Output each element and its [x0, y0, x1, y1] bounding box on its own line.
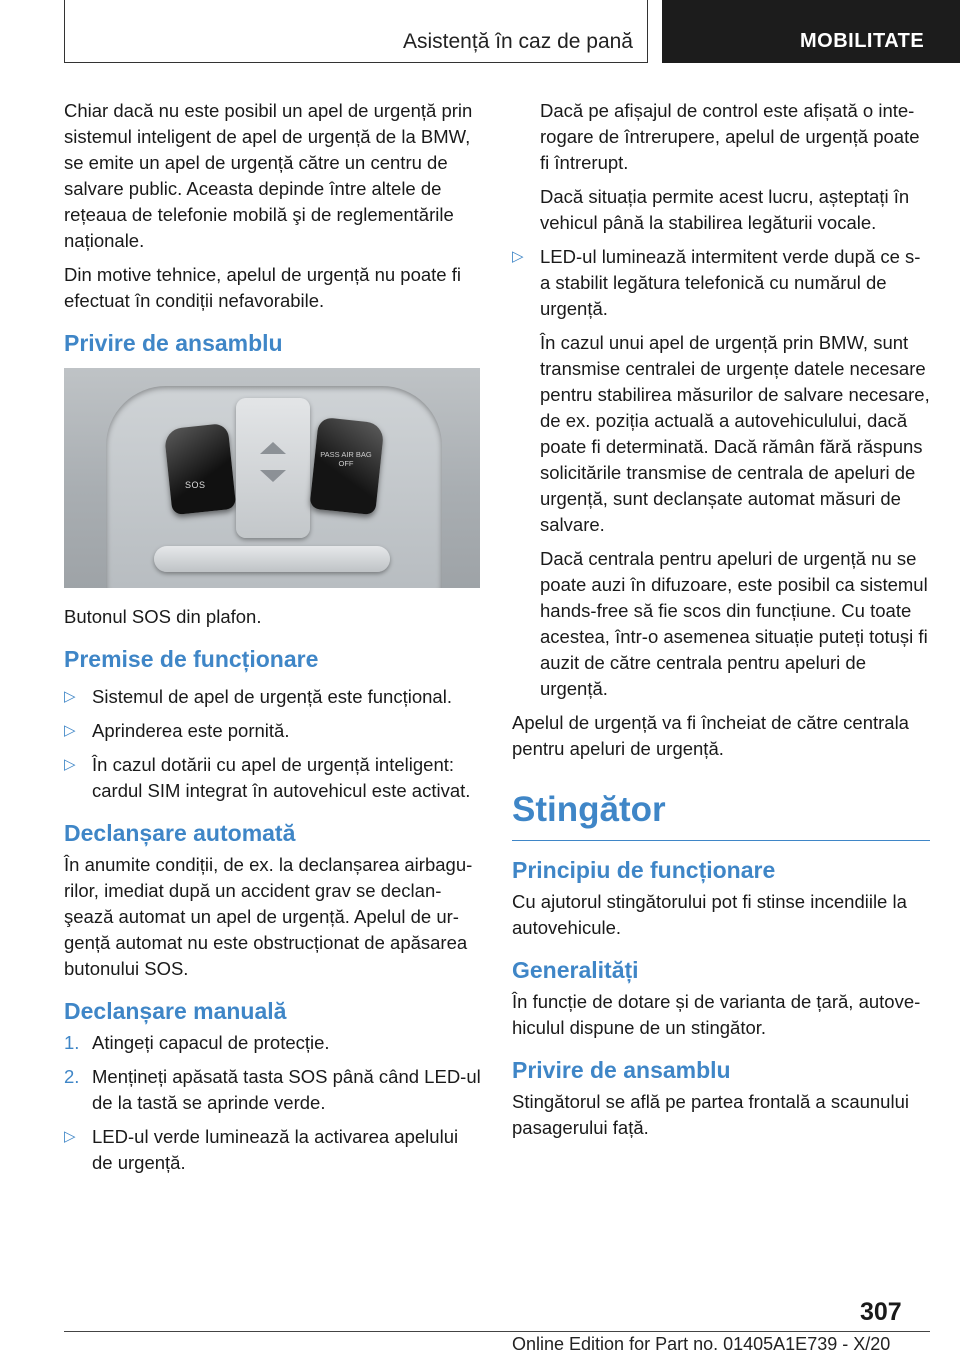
list-item: ▷ În cazul dotării cu apel de urgență inteligent: cardul SIM integrat în autovehicul este activat.	[64, 754, 471, 801]
header-chapter-title: MOBILITATE	[800, 30, 925, 52]
bullet-triangle-icon: ▷	[64, 722, 76, 739]
bmw-call-paragraph: În cazul unui apel de urgență prin BMW, sunt transmise centralei de urgențe datele necesare pentru stabilirea măsurilor de salvare necesare, de ex. poziția actuală a autovehiculului, dacă poate fi determinată. Dacă rămân fără răspuns solicitările transmise de centrala de apeluri de urgență, sunt declanșate automat măsuri de salvare.	[540, 332, 930, 535]
header-chapter-box	[662, 0, 960, 63]
principle-paragraph: Cu ajutorul stingătorului pot fi stinse incendiile la autovehicule.	[512, 891, 907, 938]
page-header	[0, 0, 960, 66]
handsfree-paragraph: Dacă centrala pentru apeluri de urgență nu se poate auzi în difuzoare, este posibil ca sistemul hands-free să fie scos din funcțiune. Cu toate acestea, într-o asemenea situație puteți totuși fi auzit de către centrala pentru apeluri de urgență.	[540, 548, 928, 699]
right-column	[512, 98, 930, 1149]
sunroof-arrows-icon	[236, 398, 310, 538]
page-number: 307	[860, 1298, 902, 1326]
automatic-trigger-paragraph: În anumite condiții, de ex. la declanșarea airbagurilor, imediat după un accident grav se declanşează automat un apel de urgență. Apelul de urgență automat nu este obstrucționat de apăsarea butonului SOS.	[64, 854, 473, 979]
step-number: 1.	[64, 1032, 80, 1053]
heading-premises: Premise de funcționare	[64, 646, 319, 672]
extinguisher-location-paragraph: Stingătorul se află pe partea frontală a scaunului pasagerului față.	[512, 1091, 909, 1138]
bullet-triangle-icon: ▷	[64, 1128, 76, 1145]
step-number: 2.	[64, 1066, 80, 1087]
list-item: ▷ LED-ul verde luminează la activarea apelului de urgență.	[64, 1126, 459, 1173]
interrupt-paragraph: Dacă pe afișajul de control este afișată o interogare de întrerupere, apelul de urgență poate fi întrerupt.	[540, 100, 920, 173]
intro-paragraph: Chiar dacă nu este posibil un apel de urgență prin sistemul inteligent de apel de urgență de la BMW, se emite un apel de urgență către un centru de salvare public. Aceasta depinde între altele de rețeaua de telefonie mobilă şi de reglementările naționale.	[64, 100, 473, 251]
bullet-triangle-icon: ▷	[512, 248, 524, 265]
manual-result-list	[64, 1124, 482, 1176]
reading-light-bar	[154, 546, 390, 572]
heading-principle: Principiu de funcționare	[512, 857, 776, 883]
manual-steps-list	[64, 1030, 482, 1116]
left-column	[64, 98, 482, 1184]
header-section-box	[64, 0, 648, 63]
technical-note-paragraph: Din motive tehnice, apelul de urgență nu poate fi efectuat în condiții nefavorabile.	[64, 264, 461, 311]
heading-overview-extinguisher: Privire de ansamblu	[512, 1057, 731, 1083]
call-end-paragraph: Apelul de urgență va fi încheiat de către centrala pentru apeluri de urgență.	[512, 712, 909, 759]
list-item: 2. Mențineți apăsată tasta SOS până când LED-ul de la tastă se aprinde verde.	[64, 1066, 481, 1113]
list-item: ▷ Sistemul de apel de urgență este funcțional.	[64, 684, 482, 710]
list-item: 1. Atingeți capacul de protecție.	[64, 1030, 482, 1056]
footer-edition: Online Edition for Part no. 01405A1E739 - X/20	[512, 1334, 891, 1354]
wait-paragraph: Dacă situația permite acest lucru, așteptați în vehicul până la stabilirea legăturii vocale.	[540, 186, 910, 233]
heading-extinguisher: Stingător	[512, 788, 930, 841]
led-flash-list	[512, 244, 930, 322]
sos-photo-label: SOS	[185, 480, 206, 490]
sunroof-switch-image	[236, 398, 310, 538]
heading-manual-trigger: Declanșare manuală	[64, 998, 287, 1024]
footer-divider	[64, 1331, 930, 1332]
heading-overview: Privire de ansamblu	[64, 330, 283, 356]
general-paragraph: În funcție de dotare și de varianta de țară, autovehiculul dispune de un stingător.	[512, 991, 921, 1038]
heading-automatic-trigger: Declanșare automată	[64, 820, 296, 846]
bullet-triangle-icon: ▷	[64, 756, 76, 773]
list-item: ▷ LED-ul luminează intermitent verde după ce s-a stabilit legătura telefonică cu numărul de urgență.	[512, 246, 921, 319]
image-caption: Butonul SOS din plafon.	[64, 606, 262, 627]
header-section-title: Asistență în caz de pană	[403, 30, 633, 53]
sos-button-photo	[64, 368, 480, 588]
heading-general: Generalități	[512, 957, 639, 983]
premises-list	[64, 684, 482, 804]
bullet-triangle-icon: ▷	[64, 688, 76, 705]
airbag-photo-label: PASS AIR BAG OFF	[320, 450, 372, 468]
sos-button-image	[164, 423, 237, 515]
list-item: ▷ Aprinderea este pornită.	[64, 718, 482, 744]
